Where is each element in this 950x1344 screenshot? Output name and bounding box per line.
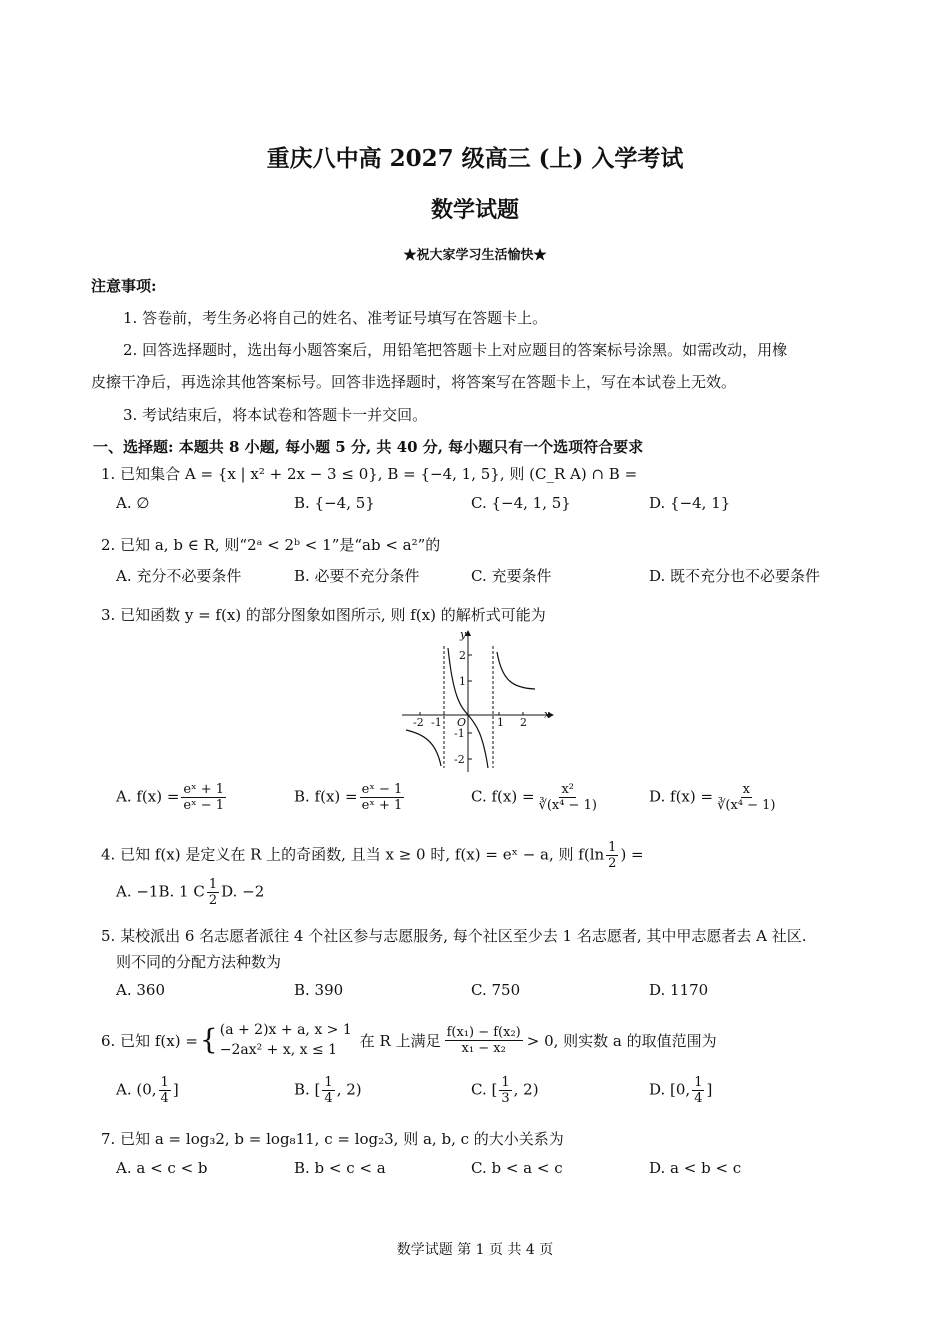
note-item-2b: 皮擦干净后，再选涂其他答案标号。回答非选择题时，将答案写在答题卡上，写在本试卷上无效。 xyxy=(91,373,737,391)
y-tick-label: -2 xyxy=(454,753,465,766)
q6-stem: 6. 已知 f(x) = { (a + 2)x + a, x > 1 −2ax² + x, x ≤ 1 在 R 上满足 $\frac{\text{f(x₁) − f(x₂)}}{\text{x₁ − x₂}}$ > 0, 则实数 a 的取值范围为 xyxy=(101,1022,717,1058)
q2-option-d: D. 既不充分也不必要条件 xyxy=(649,567,821,585)
q2-option-b: B. 必要不充分条件 xyxy=(294,567,420,585)
q5-option-d: D. 1170 xyxy=(649,981,709,999)
x-tick-label: 2 xyxy=(520,716,527,729)
y-tick-label: 2 xyxy=(459,649,466,662)
q1-option-b: B. {−4, 5} xyxy=(294,494,375,512)
x-axis-label: x xyxy=(544,708,551,721)
q4-stem: 4. 已知 f(x) 是定义在 R 上的奇函数, 且当 x ≥ 0 时, f(x) = eˣ − a, 则 f(ln $\frac{1}{2}$ ) = xyxy=(101,840,644,871)
curve-left-branch xyxy=(406,730,441,766)
q2-option-c: C. 充要条件 xyxy=(471,567,552,585)
y-tick-label: -1 xyxy=(454,727,465,740)
q3-option-c: C. f(x) = $\frac{\text{x²}}{\text{∛(x⁴ − 1)}}$ xyxy=(471,782,597,813)
q7-option-c: C. b < a < c xyxy=(471,1159,563,1177)
notes-heading: 注意事项: xyxy=(91,277,157,295)
section-heading: 一、选择题: 本题共 8 小题, 每小题 5 分, 共 40 分, 每小题只有一个选项符合要求 xyxy=(93,438,644,456)
q5-stem-line1: 5. 某校派出 6 名志愿者派往 4 个社区参与志愿服务, 每个社区至少去 1 名志愿者, 其中甲志愿者去 A 社区. xyxy=(101,927,807,945)
q6-option-c: C. [ $\frac{1}{3}$ , 2) xyxy=(471,1075,539,1106)
q7-option-b: B. b < c < a xyxy=(294,1159,386,1177)
q7-option-d: D. a < b < c xyxy=(649,1159,742,1177)
q6-option-a: A. (0, $\frac{1}{4}$ ] xyxy=(116,1075,179,1106)
q3-option-a: A. f(x) = $\frac{\text{eˣ + 1}}{\text{eˣ − 1}}$ xyxy=(116,782,225,813)
y-axis-label: y xyxy=(460,628,467,641)
q5-option-a: A. 360 xyxy=(116,981,165,999)
x-tick-label: 1 xyxy=(497,716,504,729)
q1-option-a: A. ∅ xyxy=(116,494,150,512)
q6-option-b: B. [ $\frac{1}{4}$ , 2) xyxy=(294,1075,362,1106)
q5-stem-line2: 则不同的分配方法种数为 xyxy=(116,953,282,971)
q4-options: A. −1B. 1 C $\frac{1}{2}$ D. −2 xyxy=(116,877,265,908)
q7-option-a: A. a < c < b xyxy=(116,1159,208,1177)
q5-option-b: B. 390 xyxy=(294,981,344,999)
x-tick-label: -2 xyxy=(413,716,424,729)
q1-stem: 1. 已知集合 A = {x | x² + 2x − 3 ≤ 0}, B = {−4, 1, 5}, 则 (C_R A) ∩ B = xyxy=(101,465,638,483)
origin-label: O xyxy=(457,716,467,729)
q3-function-graph xyxy=(398,626,558,772)
y-tick-label: 1 xyxy=(459,675,466,688)
q3-stem: 3. 已知函数 y = f(x) 的部分图象如图所示, 则 f(x) 的解析式可能为 xyxy=(101,606,546,624)
motto: ★祝大家学习生活愉快★ xyxy=(403,248,547,263)
note-item-1: 1. 答卷前，考生务必将自己的姓名、准考证号填写在答题卡上。 xyxy=(123,309,548,327)
note-item-2a: 2. 回答选择题时，选出每小题答案后，用铅笔把答题卡上对应题目的答案标号涂黑。如需改动，用橡 xyxy=(123,341,788,359)
q1-option-c: C. {−4, 1, 5} xyxy=(471,494,571,512)
q2-stem: 2. 已知 a, b ∈ R, 则“2ᵃ < 2ᵇ < 1”是“ab < a²”的 xyxy=(101,536,441,554)
note-item-3: 3. 考试结束后，将本试卷和答题卡一并交回。 xyxy=(123,406,428,424)
q7-stem: 7. 已知 a = log₃2, b = log₈11, c = log₂3, 则 a, b, c 的大小关系为 xyxy=(101,1130,564,1148)
x-tick-label: -1 xyxy=(431,716,442,729)
q6-option-d: D. [0, $\frac{1}{4}$ ] xyxy=(649,1075,713,1106)
q2-option-a: A. 充分不必要条件 xyxy=(116,567,242,585)
page-footer: 数学试题 第 1 页 共 4 页 xyxy=(396,1242,554,1258)
brace-icon: { xyxy=(199,1023,218,1056)
page-subtitle: 数学试题 xyxy=(430,197,519,223)
q5-option-c: C. 750 xyxy=(471,981,521,999)
q3-option-b: B. f(x) = $\frac{\text{eˣ − 1}}{\text{eˣ + 1}}$ xyxy=(294,782,403,813)
q3-option-d: D. f(x) = $\frac{x}{\text{∛(x⁴ − 1)}}$ xyxy=(649,782,776,813)
curve-right-branch xyxy=(497,652,535,689)
q1-option-d: D. {−4, 1} xyxy=(649,494,731,512)
page-title: 重庆八中高 2027 级高三 (上) 入学考试 xyxy=(266,145,684,172)
